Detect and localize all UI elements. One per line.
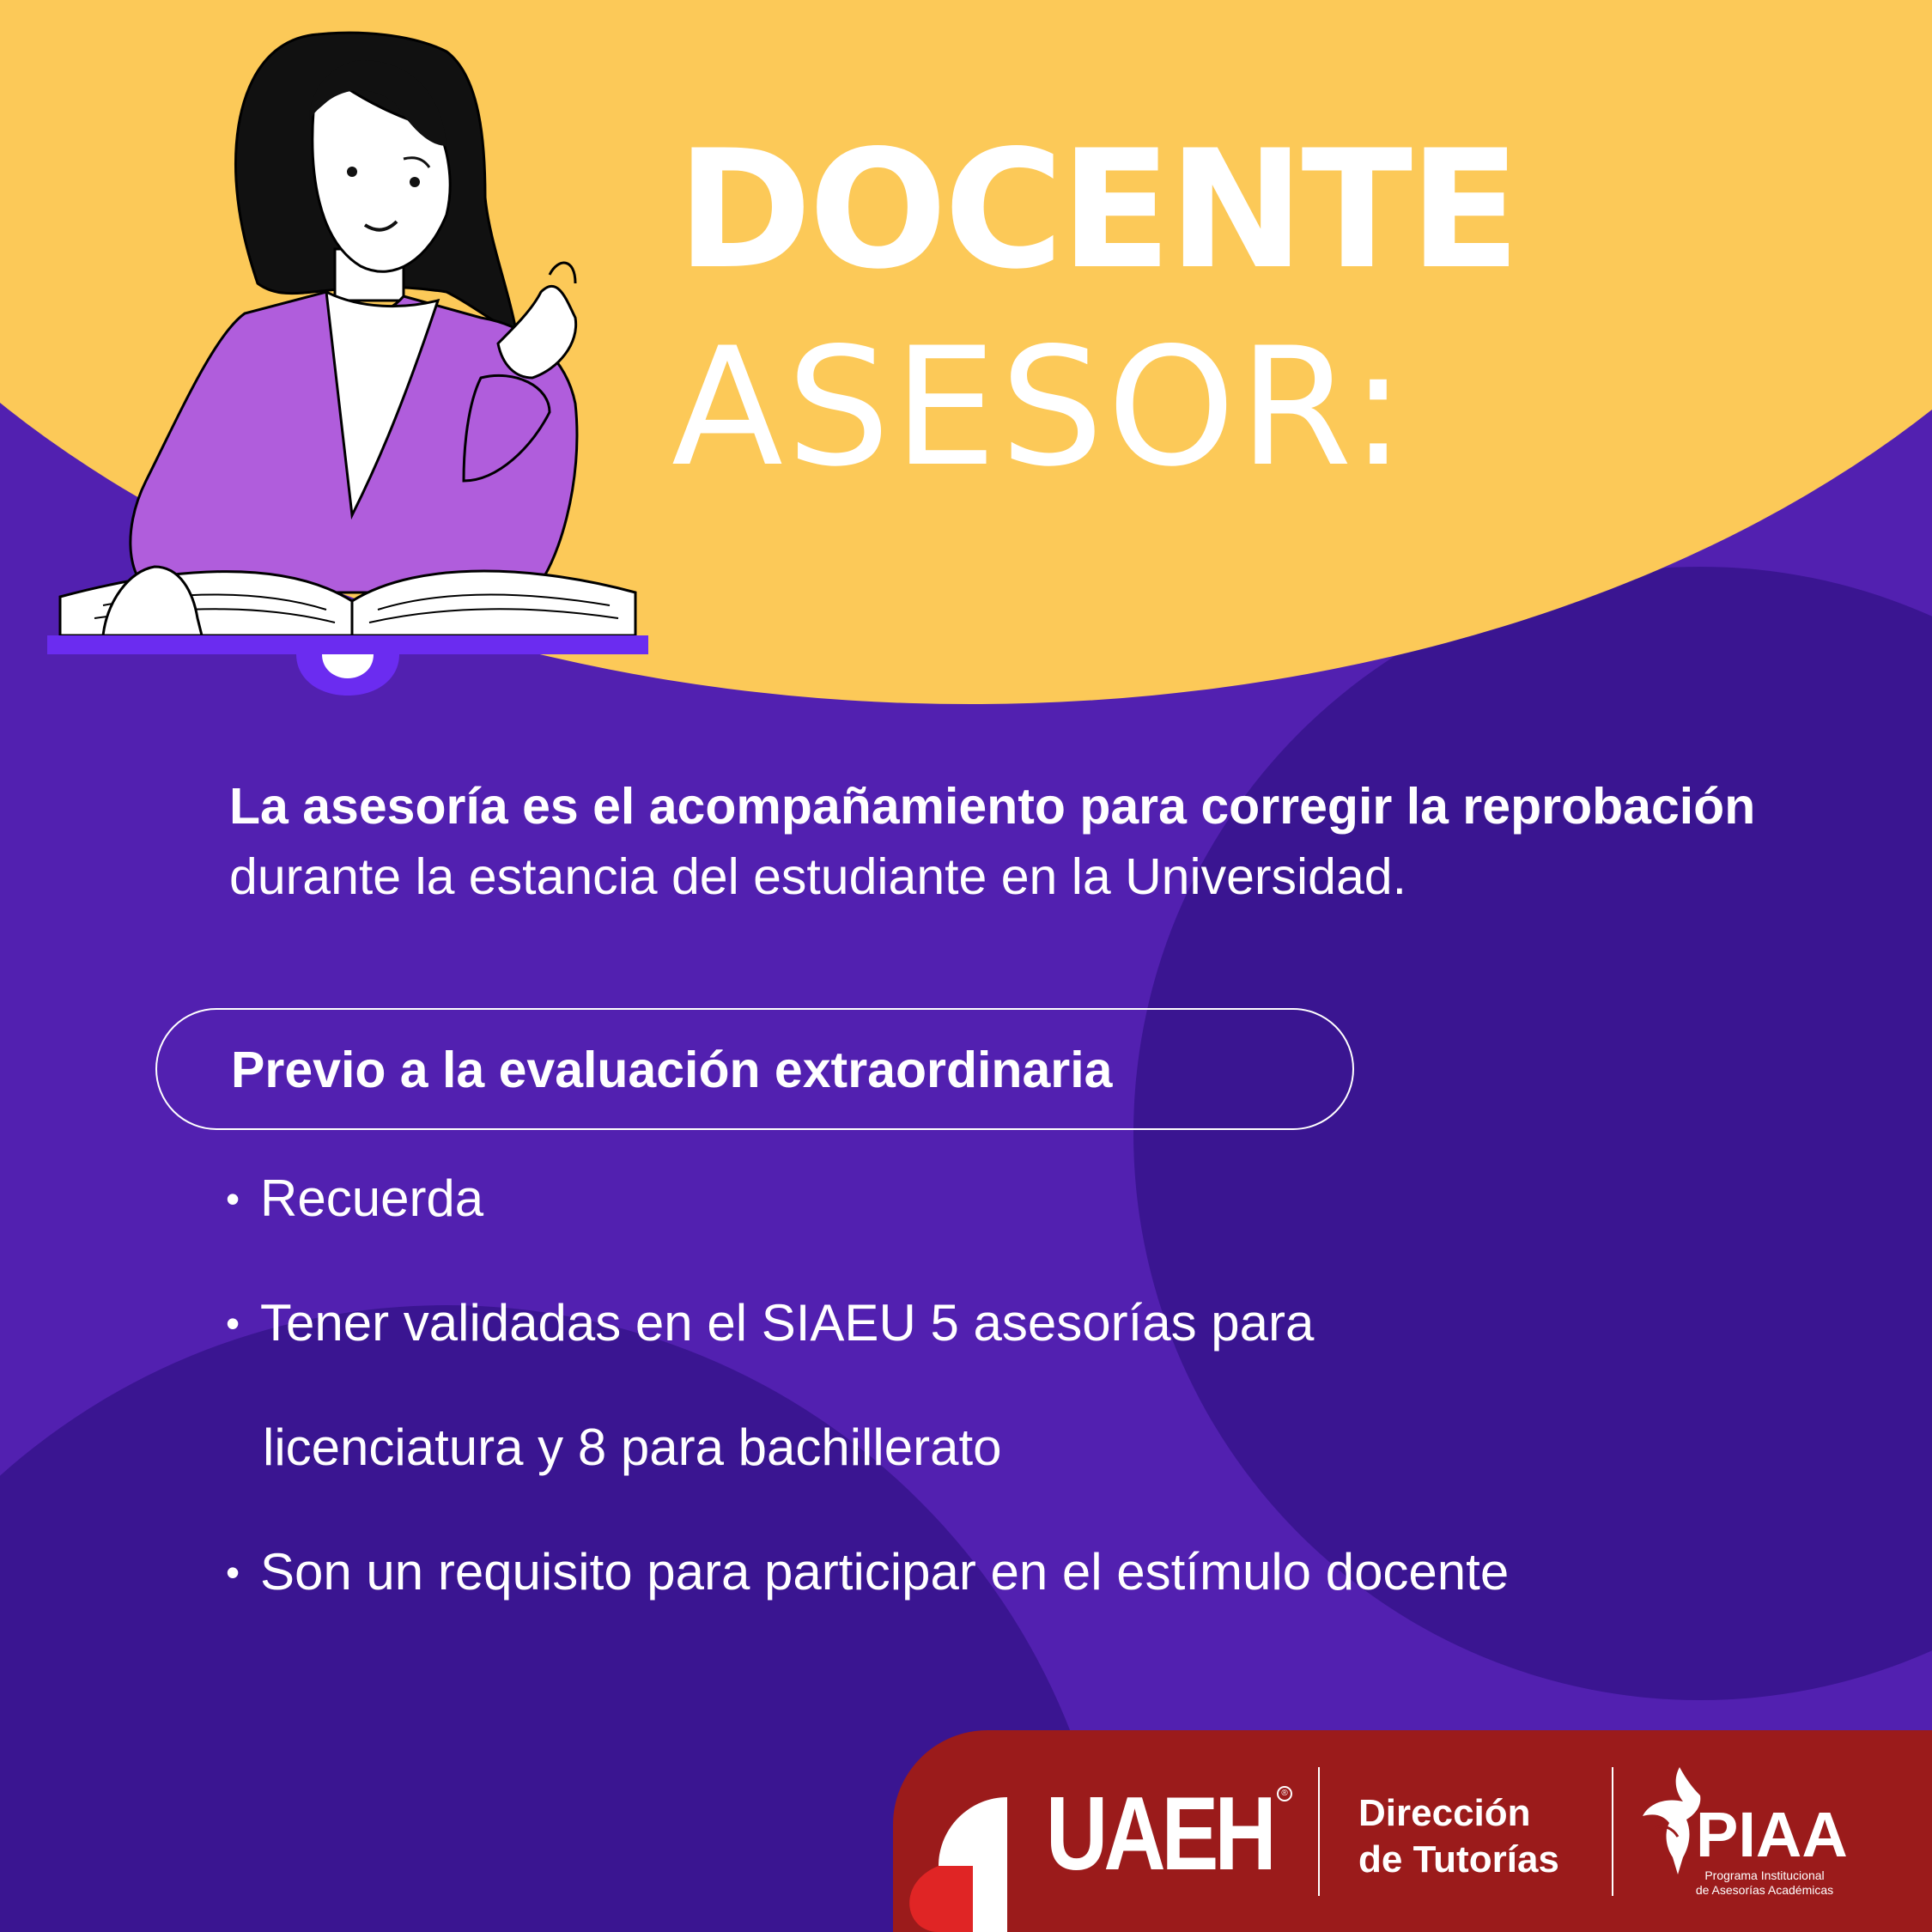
title-line-1: DOCENTE [677,115,1517,305]
intro-regular: durante la estancia del estudiante en la Universidad. [229,848,1407,905]
direccion-line-2: de Tutorías [1358,1838,1559,1880]
bullet-marker: • [226,1176,240,1221]
intro-bold: La asesoría es el acompañamiento para corregir la reprobación [229,778,1756,835]
piaa-subtitle-line-2: de Asesorías Académicas [1695,1883,1834,1897]
footer-divider-1 [1318,1767,1320,1896]
piaa-subtitle [1670,1868,1859,1898]
piaa-subtitle-line-1: Programa Institucional [1704,1868,1825,1882]
section-heading: Previo a la evaluación extraordinaria [231,1042,1113,1098]
bullet-item-2 [226,1292,1314,1354]
section-heading-pill [155,1008,1354,1130]
bullet-item-3 [226,1541,1509,1603]
bullet-text-3: Son un requisito para participar en el estímulo docente [260,1543,1510,1601]
bullet-text-2: Tener validadas en el SIAEU 5 asesorías para [260,1294,1315,1352]
bullet-item-1 [226,1168,483,1230]
direccion-line-1: Dirección [1358,1792,1531,1834]
bullet-text-1: Recuerda [260,1170,484,1227]
uaeh-logo: UAEH [1046,1775,1273,1892]
bullet-marker: • [226,1301,240,1346]
footer-divider-2 [1612,1767,1613,1896]
piaa-logo-text: PIAA [1696,1799,1848,1870]
bullet-marker: • [226,1550,240,1595]
bullet-text-2-continued: licenciatura y 8 para bachillerato [263,1419,1002,1476]
woman-reading-book-illustration [0,0,687,713]
intro-paragraph [229,771,1792,912]
corner-circle-mark-icon [904,1797,1007,1932]
registered-mark: ® [1277,1786,1292,1801]
direccion-tutorias [1358,1790,1559,1883]
title-line-2: ASESOR: [671,313,1409,502]
